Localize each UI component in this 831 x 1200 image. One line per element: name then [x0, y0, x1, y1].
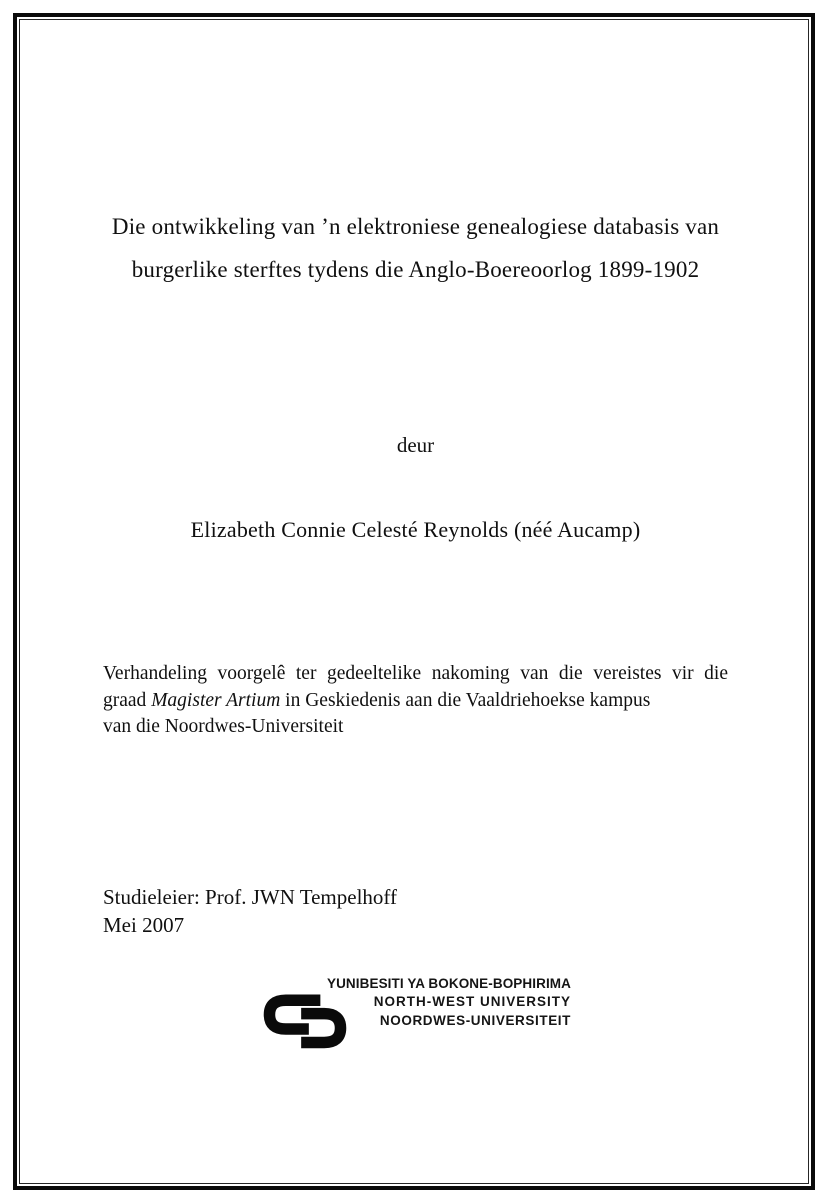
university-name-english: NORTH-WEST UNIVERSITY: [373, 994, 571, 1010]
supervisor-block: [103, 883, 397, 939]
author-name: Elizabeth Connie Celesté Reynolds (néé Aucamp): [190, 517, 641, 542]
byline-label: deur: [396, 433, 435, 457]
university-logo: [257, 975, 577, 1055]
supervisor-line: Studieleier: Prof. JWN Tempelhoff: [103, 885, 398, 909]
degree-statement-line-2-pre: graad: [103, 689, 152, 711]
degree-statement-line-3: van die Noordwes-Universiteit: [103, 716, 344, 737]
thesis-title: [103, 205, 728, 291]
degree-statement: [103, 661, 728, 741]
university-names: [320, 975, 571, 1030]
degree-name-italic: Magister Artium: [151, 689, 281, 711]
thesis-title-line-1: Die ontwikkeling van ’n elektroniese genealogiese databasis van: [111, 214, 720, 239]
date-line: Mei 2007: [103, 913, 185, 937]
thesis-title-line-2: burgerlike sterftes tydens die Anglo-Boereoorlog 1899-1902: [131, 257, 700, 282]
degree-statement-line-2: [103, 688, 728, 715]
degree-statement-line-2-post: in Geskiedenis aan die Vaaldriehoekse kampus: [280, 689, 651, 711]
university-name-afrikaans: NOORDWES-UNIVERSITEIT: [379, 1012, 571, 1028]
university-name-setswana: YUNIBESITI YA BOKONE-BOPHIRIMA: [326, 976, 571, 991]
degree-statement-line-1: Verhandeling voorgelê ter gedeeltelike nakoming van die vereistes vir die: [103, 663, 728, 684]
